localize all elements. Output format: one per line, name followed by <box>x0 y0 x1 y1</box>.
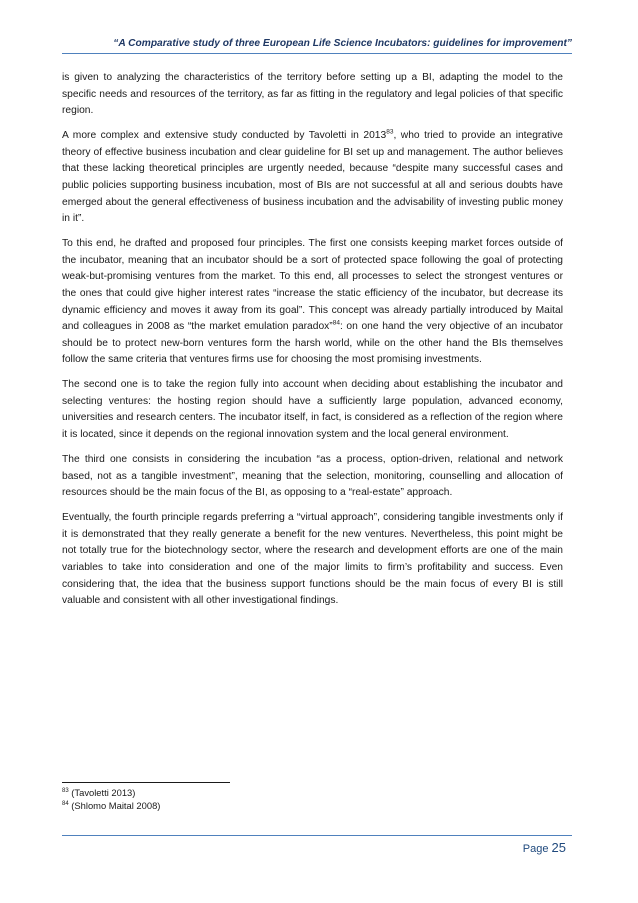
footnote-84 <box>62 799 462 812</box>
footnote-number: 83 <box>62 787 69 794</box>
footnote-number: 84 <box>62 801 69 808</box>
footnote-83 <box>62 786 462 799</box>
paragraph-3-text-a: To this end, he drafted and proposed four principles. The first one consists keeping market forces outside of the incubator, meaning that an incubator should be a sort of protected space following the goal of protecting weak-but-promising ventures from the market. To this end, all processes to select the strongest ventures or the ones that could give higher interest rates “increase the static efficiency of the incubator, but decrease its dynamic efficiency and moves it away from its goal”. This concept was already partially introduced by Maital and colleagues in 2008 as “the market emulation paradox” <box>62 238 563 333</box>
footnote-ref-83[interactable]: 83 <box>386 128 394 136</box>
page-number <box>440 840 566 855</box>
footnote-ref-84[interactable]: 84 <box>332 319 340 327</box>
body-text <box>62 70 563 618</box>
paragraph-2-text-a: A more complex and extensive study conducted by Tavoletti in 2013 <box>62 130 387 142</box>
footnote-divider <box>62 782 230 783</box>
paragraph-2-text-b: , who tried to provide an integrative theory of effective business incubation and clear guideline for BI set up and management. The author believes that these lacking theoretical principles are urgently needed, because “despite many successful cases and public policies supporting business incubation, most of BIs are not successful at all and serious doubts have emerged about the general effectiveness of business incubation and the advisability of investing public money in it”. <box>62 130 563 225</box>
page-number-value: 25 <box>551 840 566 855</box>
paragraph-4: The second one is to take the region fully into account when deciding about establishing the incubator and selecting ventures: the hosting region should have a sufficiently large population, advanced economy, universities and research centers. The incubator itself, in fact, is considered as a reflection of the region where it is located, since it depends on the regional innovation system and the local general environment. <box>62 379 563 441</box>
paragraph-6: Eventually, the fourth principle regards preferring a “virtual approach”, considering tangible investments only if it is demonstrated that they really generate a benefit for the new ventures. Nevertheless, this point might be not totally true for the biotechnology sector, where the research and development efforts are one of the main variables to take into consideration and one of the major limits to firm’s profitability and success. Even considering that, the idea that the business support functions should be the main focus of every BI is still valuable and consistent with all other investigational findings. <box>62 512 563 607</box>
header-divider <box>62 53 572 54</box>
footnote-text: (Shlomo Maital 2008) <box>71 800 161 812</box>
footnote-text: (Tavoletti 2013) <box>71 787 136 798</box>
footnotes <box>62 786 462 813</box>
paragraph-1: is given to analyzing the characteristics of the territory before setting up a BI, adapting the model to the specific needs and resources of the territory, as far as fitting in the regulatory and legal policies of that specific region. <box>62 72 563 117</box>
paragraph-3-text-b: : on one hand the very objective of an incubator should be to protect new-born ventures form the harsh world, while on the other hand the BIs themselves follow the same criteria that ventures firms use for choosing the most promising investments. <box>62 321 564 366</box>
paragraph-3 <box>62 236 563 369</box>
running-header: “A Comparative study of three European Life Science Incubators: guidelines for improvement” <box>113 38 572 49</box>
page-label: Page <box>522 843 549 855</box>
paragraph-2 <box>62 128 563 228</box>
paragraph-5: The third one consists in considering the incubation “as a process, option-driven, relational and network based, not as a tangible investment”, meaning that the selection, monitoring, counselling and allocation of resources should be the main focus of the BI, as opposing to a “real-estate” approach. <box>62 454 563 499</box>
footer-divider <box>62 835 572 836</box>
